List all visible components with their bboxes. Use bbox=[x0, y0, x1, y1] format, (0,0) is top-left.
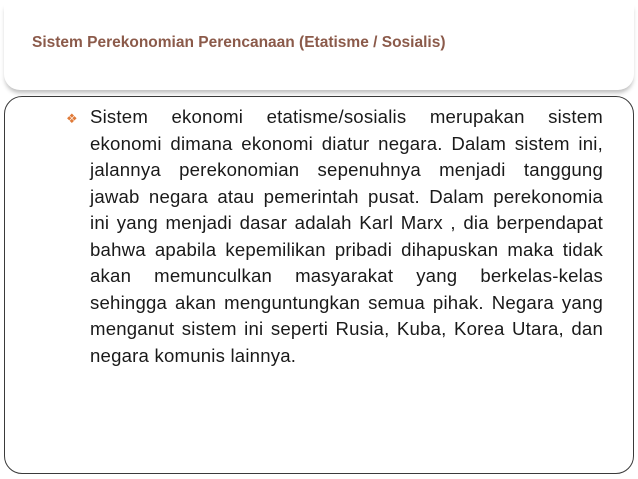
diamond-bullet-icon: ❖ bbox=[66, 111, 78, 126]
bullet-list bbox=[62, 104, 603, 369]
bullet-text: Sistem ekonomi etatisme/sosialis merupakan sistem ekonomi dimana ekonomi diatur negara. Dalam sistem ini, jalannya perekonomian sepenuhnya menjadi tanggung jawab negara atau pemerintah pusat. Dalam perekonomia ini yang menjadi dasar adalah Karl Marx , dia berpendapat bahwa apabila kepemilikan pribadi dihapuskan maka tidak akan memunculkan masyarakat yang berkelas-kelas sehingga akan menguntungkan semua pihak. Negara yang menganut sistem ini seperti Rusia, Kuba, Korea Utara, dan negara komunis lainnya. bbox=[90, 106, 603, 366]
bullet-item bbox=[62, 104, 603, 369]
slide-title: Sistem Perekonomian Perencanaan (Etatisme / Sosialis) bbox=[32, 34, 446, 51]
